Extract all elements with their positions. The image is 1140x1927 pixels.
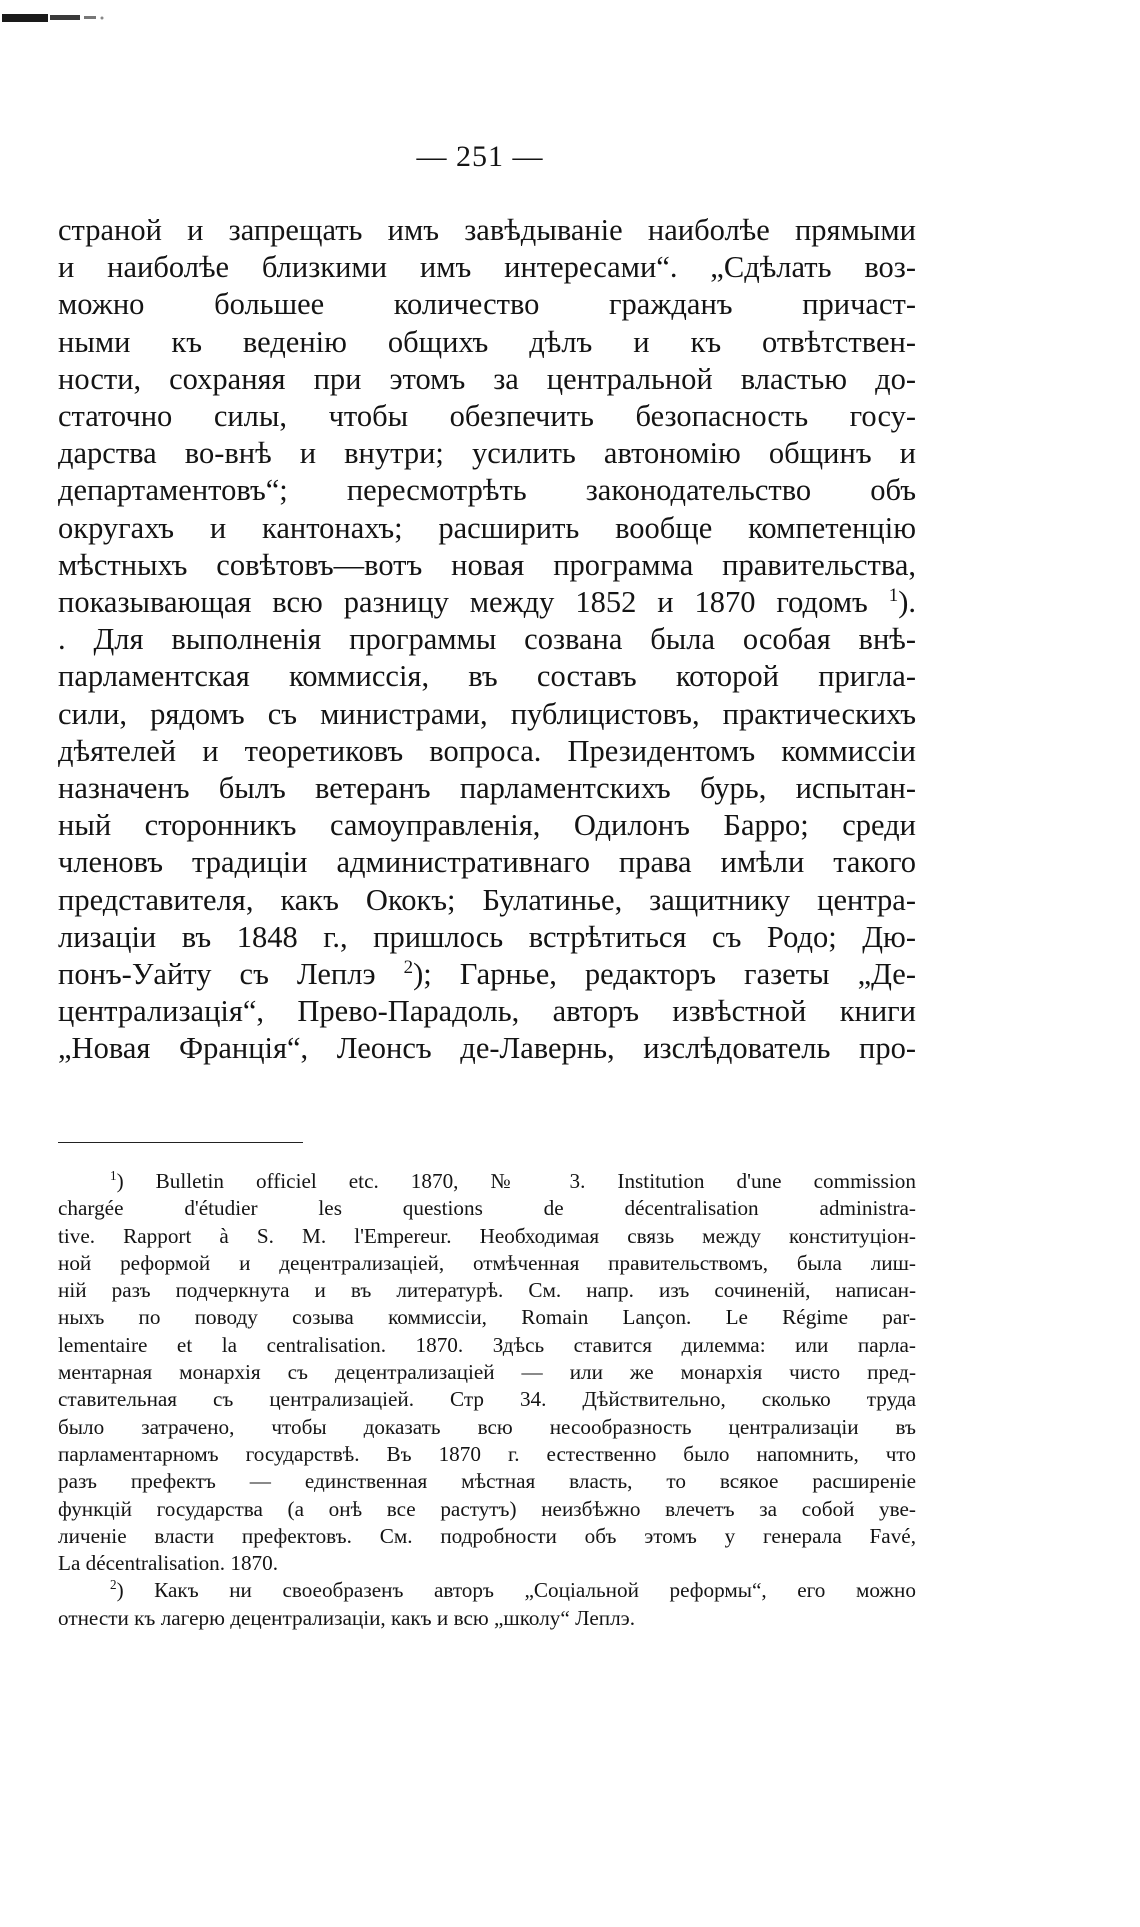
- text-line: страной и запрещать имъ завѣдываніе наиболѣе прямыми: [58, 213, 916, 247]
- footnote-2-line: отнести къ лагерю децентрализаціи, какъ и всю „школу“ Леплэ.: [58, 1605, 636, 1630]
- footnote-1-line: функцій государства (а онѣ все растутъ) неизбѣжно влечетъ за собой уве-: [58, 1496, 916, 1521]
- text-line: представителя, какъ Ококъ; Булатинье, защитнику центра-: [58, 882, 916, 917]
- text-line: мѣстныхъ совѣтовъ—вотъ новая программа правительства,: [58, 547, 916, 582]
- text-line: ности, сохраняя при этомъ за центральной властью до-: [58, 361, 916, 396]
- text-line: статочно силы, чтобы обезпечить безопасность госу-: [58, 399, 916, 434]
- footnote-2-marker: 2: [110, 1577, 117, 1593]
- text-line: и наиболѣе близкими имъ интересами“. „Сдѣлать воз-: [58, 250, 916, 285]
- text-line: парламентская коммиссія, въ составъ которой пригла-: [58, 659, 916, 694]
- footnote-divider: [58, 1142, 303, 1143]
- footnote-1-line: ныхъ по поводу созыва коммиссіи, Romain Lançon. Le Régime par-: [58, 1305, 916, 1330]
- footnote-1-line: разъ префектъ — единственная мѣстная власть, то всякое расширеніе: [58, 1469, 916, 1494]
- text-line: сили, рядомъ съ министрами, публицистовъ, практическихъ: [58, 696, 916, 731]
- footnote-ref-2[interactable]: 2: [403, 956, 414, 978]
- footnote-1-line: личеніе власти префектовъ. См. подробности объ этомъ у генерала Favé,: [58, 1523, 916, 1548]
- text-line: назначенъ былъ ветеранъ парламентскихъ бурь, испытан-: [58, 771, 916, 806]
- text-line: округахъ и кантонахъ; расширить вообще компетенцію: [58, 510, 916, 545]
- text-line: лизаціи въ 1848 г., пришлось встрѣтиться съ Родо; Дю-: [58, 919, 916, 954]
- text-line: ными къ веденію общихъ дѣлъ и къ отвѣтствен-: [58, 324, 916, 359]
- text-line: ный сторонникъ самоуправленія, Одилонъ Барро; среди: [58, 808, 916, 843]
- footnote-1-line: La décentralisation. 1870.: [58, 1551, 279, 1576]
- text-line: департаментовъ“; пересмотрѣть законодательство объ: [58, 473, 916, 508]
- text-line: „Новая Франція“, Леонсъ де-Лавернь, изслѣдователь про-: [58, 1031, 916, 1066]
- text-fragment: понъ-Уайту съ Леплэ: [58, 957, 376, 992]
- footnotes-block: [58, 1168, 916, 1632]
- footnote-1-line: tive. Rapport à S. M. l'Empereur. Необходимая связь между конституціон-: [58, 1223, 916, 1248]
- text-fragment: ); Гарнье, редакторъ газеты „Де-: [413, 957, 916, 992]
- text-line: членовъ традиціи административнаго права имѣли такого: [58, 845, 916, 880]
- footnote-1-line: [58, 1168, 916, 1195]
- footnote-1-line: lementaire et la centralisation. 1870. Здѣсь ставится дилемма: или парла-: [58, 1332, 916, 1357]
- text-fragment: ) Bulletin officiel etc. 1870, № 3. Institution d'une commission: [116, 1169, 916, 1193]
- text-line: [58, 584, 916, 621]
- footnote-1-line: ставительная съ централизаціей. Стр 34. Дѣйствительно, сколько труда: [58, 1387, 916, 1412]
- footnote-1-line: ній разъ подчеркнута и въ литературѣ. См. напр. изъ сочиненій, написан-: [58, 1278, 916, 1303]
- text-line: дѣятелей и теоретиковъ вопроса. Президентомъ коммиссіи: [58, 733, 916, 768]
- text-line: централизація“, Прево-Парадоль, авторъ извѣстной книги: [58, 994, 916, 1029]
- footnote-1-line: ной реформой и децентрализаціей, отмѣченная правительствомъ, была лиш-: [58, 1250, 916, 1275]
- main-text-block: [58, 212, 916, 1068]
- text-fragment: показывающая всю разницу между 1852 и 1870 годомъ: [58, 585, 868, 620]
- text-line: дарства во-внѣ и внутри; усилить автономію общинъ и: [58, 436, 916, 471]
- text-line: [58, 956, 916, 993]
- footnote-1-line: парламентарномъ государствѣ. Въ 1870 г. естественно было напомнить, что: [58, 1441, 916, 1466]
- text-fragment: ).: [898, 585, 916, 620]
- footnote-1-line: было затрачено, чтобы доказать всю несообразность централизаціи въ: [58, 1414, 916, 1439]
- footnote-1-line: chargée d'étudier les questions de décentralisation administra-: [58, 1196, 916, 1221]
- footnote-2-line: [58, 1577, 916, 1604]
- page-number: — 251 —: [416, 140, 544, 173]
- footnote-ref-1[interactable]: 1: [888, 584, 899, 606]
- text-fragment: ) Какъ ни своеобразенъ авторъ „Соціальной реформы“, его можно: [116, 1578, 916, 1603]
- text-line: можно большее количество гражданъ причаст-: [58, 287, 916, 322]
- footnote-1-line: ментарная монархія съ децентрализаціей — или же монархія чисто пред-: [58, 1360, 916, 1385]
- scan-artifact-mark: [0, 12, 110, 26]
- footnote-1-marker: 1: [110, 1167, 117, 1183]
- text-line: . Для выполненія программы созвана была особая внѣ-: [58, 622, 916, 657]
